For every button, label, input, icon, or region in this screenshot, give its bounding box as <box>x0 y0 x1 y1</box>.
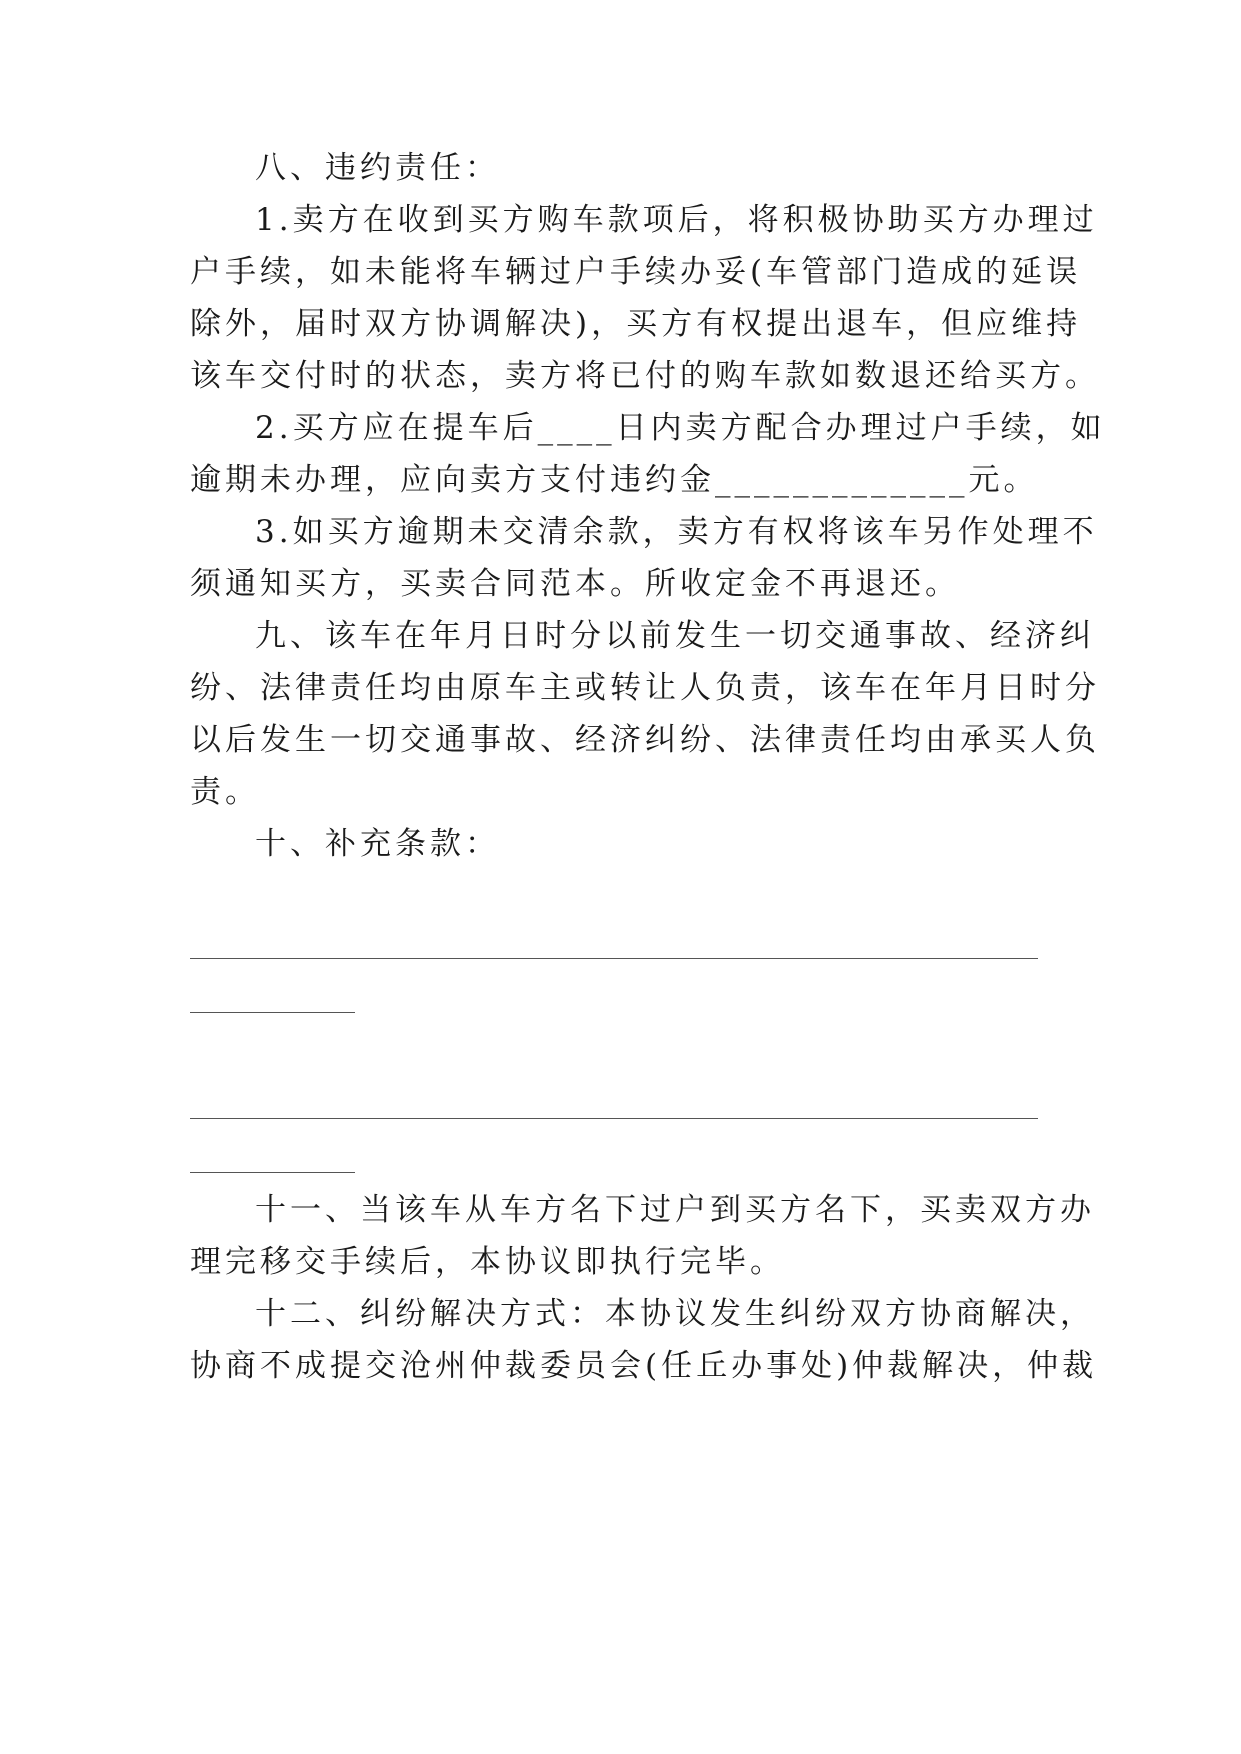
section-9-line-1: 九、该车在年月日时分以前发生一切交通事故、经济纠 <box>255 618 1095 654</box>
section-8-title: 八、违约责任： <box>255 150 500 186</box>
section-12-line-1: 十二、纠纷解决方式：本协议发生纠纷双方协商解决， <box>255 1296 1095 1332</box>
clause-1-line-4: 该车交付时的状态，卖方将已付的购车款如数退还给买方。 <box>190 358 1100 394</box>
clause-3-line-2: 须通知买方，买卖合同范本。所收定金不再退还。 <box>190 566 960 602</box>
supplementary-blank-line-1 <box>190 958 1038 959</box>
clause-2-line-2: 逾期未办理，应向卖方支付违约金_____________元。 <box>190 462 1039 498</box>
section-11-line-1: 十一、当该车从车方名下过户到买方名下，买卖双方办 <box>255 1192 1095 1228</box>
supplementary-blank-line-2-cont <box>190 1172 355 1173</box>
clause-1-line-3: 除外，届时双方协调解决)，买方有权提出退车，但应维持 <box>190 306 1082 342</box>
section-10-title: 十、补充条款： <box>255 826 500 862</box>
clause-1-line-1: 1.卖方在收到买方购车款项后，将积极协助买方办理过 <box>255 202 1098 238</box>
section-9-line-3: 以后发生一切交通事故、经济纠纷、法律责任均由承买人负 <box>190 722 1100 758</box>
section-12-line-2: 协商不成提交沧州仲裁委员会(任丘办事处)仲裁解决，仲裁 <box>190 1348 1098 1384</box>
section-9-line-2: 纷、法律责任均由原车主或转让人负责，该车在年月日时分 <box>190 670 1100 706</box>
supplementary-blank-line-2 <box>190 1118 1038 1119</box>
section-11-line-2: 理完移交手续后，本协议即执行完毕。 <box>190 1244 785 1280</box>
section-9-line-4: 责。 <box>190 774 260 810</box>
clause-3-line-1: 3.如买方逾期未交清余款，卖方有权将该车另作处理不 <box>255 514 1098 550</box>
supplementary-blank-line-1-cont <box>190 1012 355 1013</box>
clause-2-line-1: 2.买方应在提车后____日内卖方配合办理过户手续，如 <box>255 410 1106 446</box>
clause-1-line-2: 户手续，如未能将车辆过户手续办妥(车管部门造成的延误 <box>190 254 1082 290</box>
